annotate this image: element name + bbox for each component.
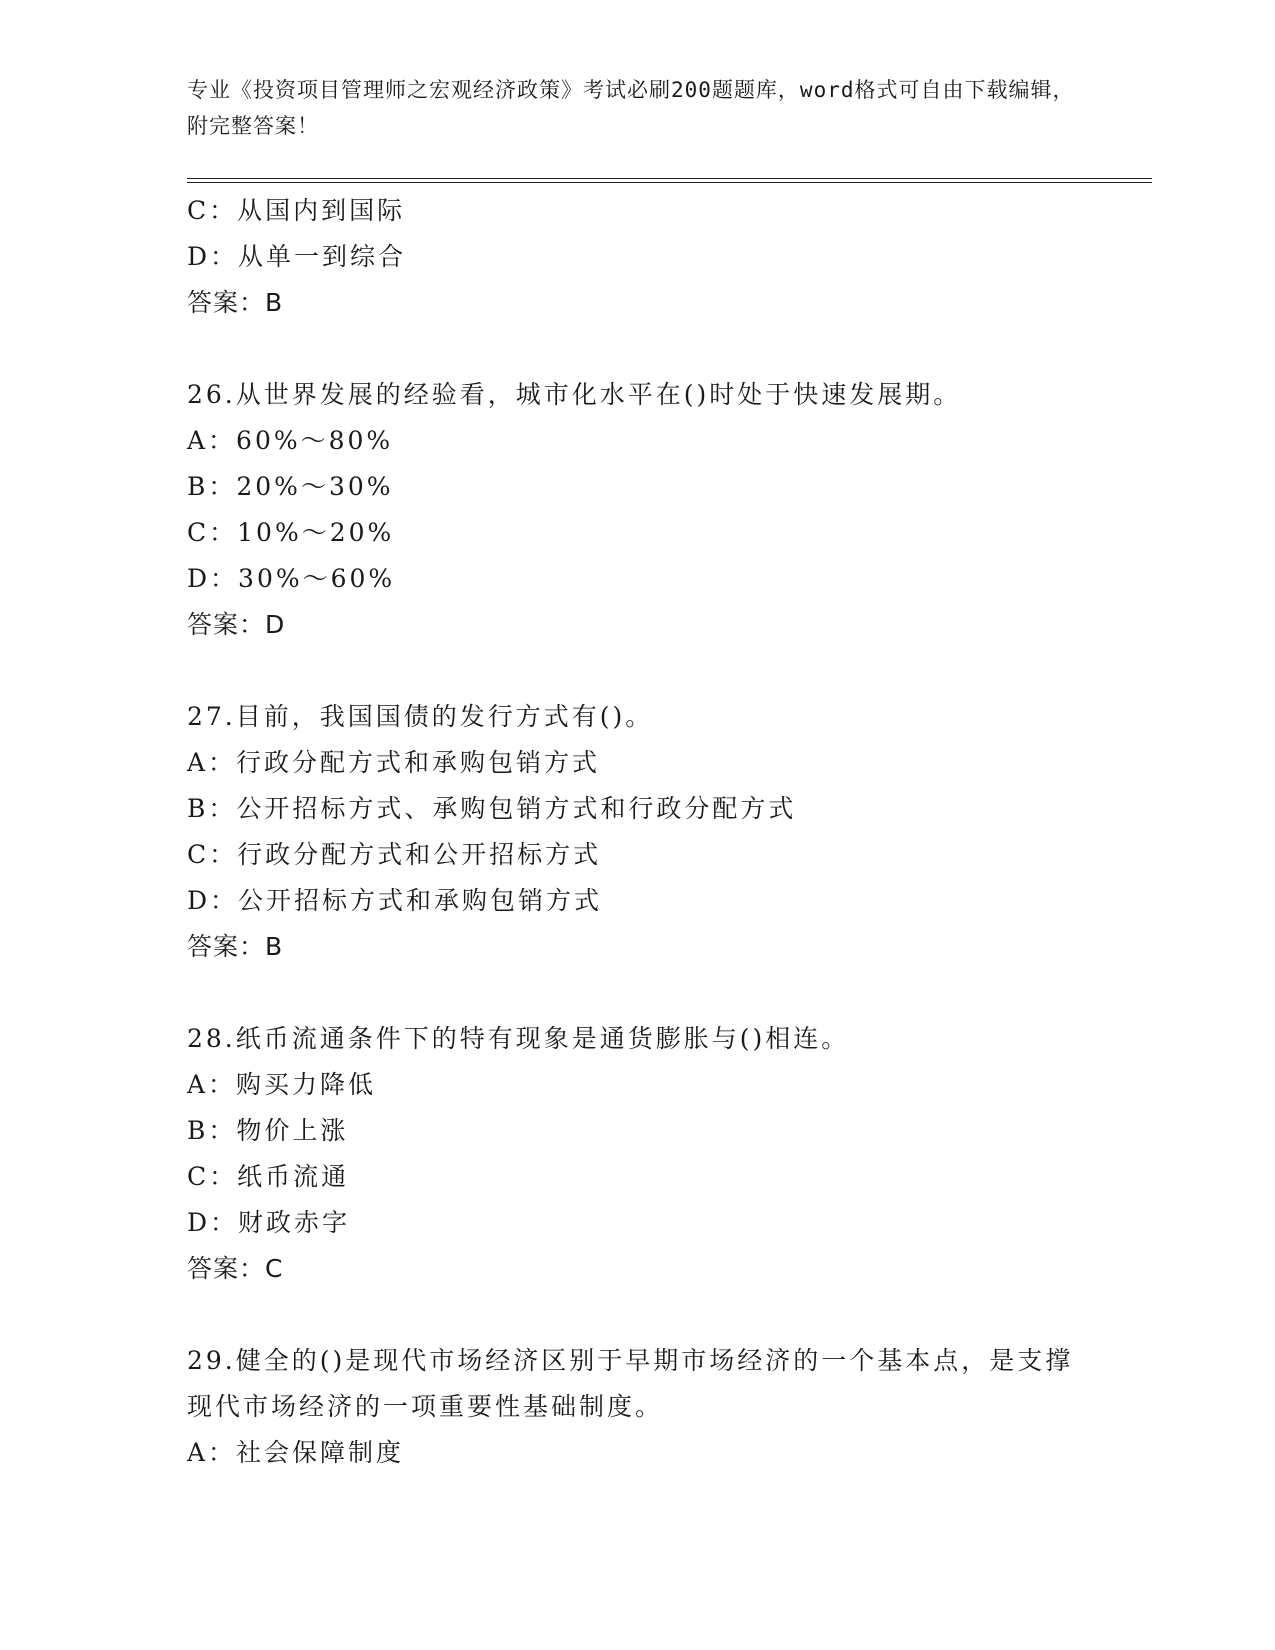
question-text: 28.纸币流通条件下的特有现象是通货膨胀与()相连。 bbox=[187, 1024, 850, 1053]
question-26 bbox=[187, 372, 1087, 648]
question-28 bbox=[187, 1016, 1087, 1292]
question-text: 26.从世界发展的经验看，城市化水平在()时处于快速发展期。 bbox=[187, 380, 962, 409]
option-d: D：从单一到综合 bbox=[187, 242, 407, 271]
question-25 bbox=[187, 188, 1087, 326]
question-27 bbox=[187, 694, 1087, 970]
header-divider-thick bbox=[187, 182, 1152, 183]
document-header: 专业《投资项目管理师之宏观经济政策》考试必刷200题题库，word格式可自由下载编辑，附完整答案！ bbox=[187, 78, 1075, 138]
option-c: C：从国内到国际 bbox=[187, 196, 406, 225]
question-text: 27.目前，我国国债的发行方式有()。 bbox=[187, 702, 654, 731]
option-b: B：物价上涨 bbox=[187, 1116, 349, 1145]
option-d: D：财政赤字 bbox=[187, 1208, 351, 1237]
answer: 答案：C bbox=[187, 1254, 284, 1283]
option-a: A：购买力降低 bbox=[187, 1070, 377, 1099]
option-a: A：社会保障制度 bbox=[187, 1438, 405, 1467]
question-29 bbox=[187, 1338, 1087, 1476]
option-c: C：10%～20% bbox=[187, 518, 395, 547]
answer: 答案：B bbox=[187, 932, 284, 961]
option-b: B：20%～30% bbox=[187, 472, 394, 501]
answer: 答案：D bbox=[187, 610, 286, 639]
option-c: C：纸币流通 bbox=[187, 1162, 350, 1191]
question-list bbox=[187, 188, 1087, 1476]
header-divider-thin bbox=[187, 178, 1152, 179]
option-a: A：60%～80% bbox=[187, 426, 394, 455]
answer: 答案：B bbox=[187, 288, 284, 317]
question-text: 29.健全的()是现代市场经济区别于早期市场经济的一个基本点，是支撑现代市场经济的一项重要性基础制度。 bbox=[187, 1346, 1074, 1421]
option-b: B：公开招标方式、承购包销方式和行政分配方式 bbox=[187, 794, 797, 823]
option-c: C：行政分配方式和公开招标方式 bbox=[187, 840, 602, 869]
option-a: A：行政分配方式和承购包销方式 bbox=[187, 748, 601, 777]
option-d: D：公开招标方式和承购包销方式 bbox=[187, 886, 603, 915]
option-d: D：30%～60% bbox=[187, 564, 396, 593]
